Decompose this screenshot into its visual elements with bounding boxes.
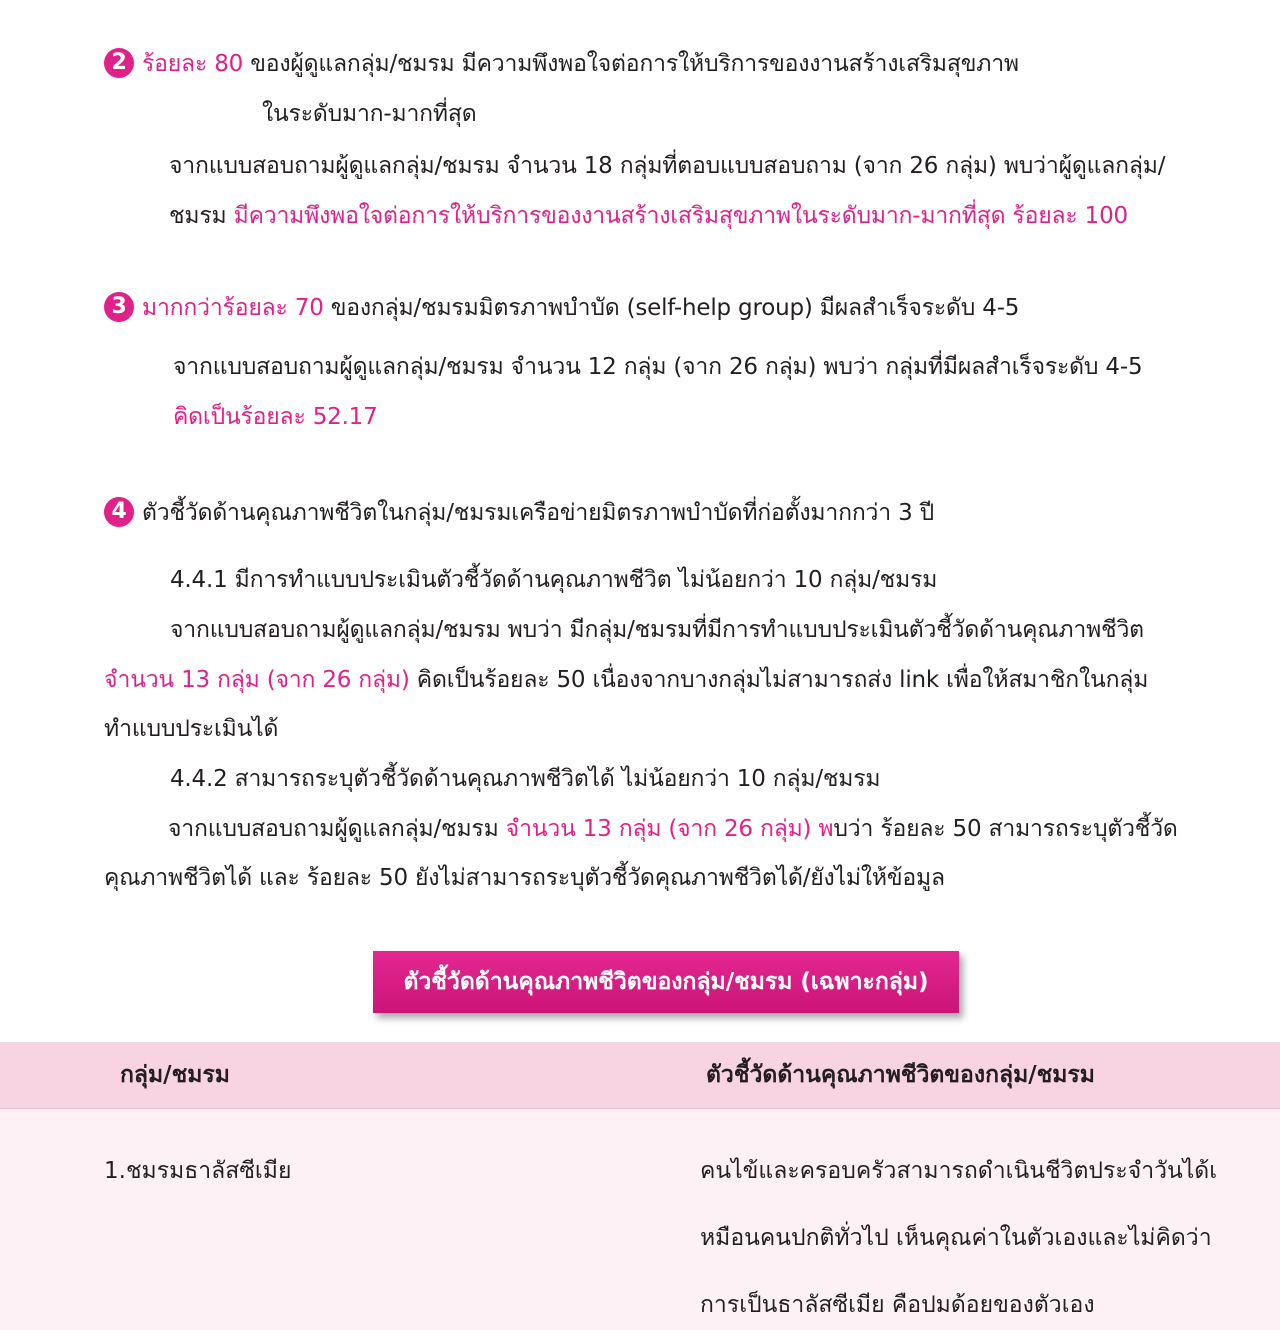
section-4-sub-2-line-1 [168,813,1178,845]
section-2-body-line-2 [169,200,1128,232]
section-4-sub-2-highlight: จำนวน 13 กลุ่ม (จาก 26 กลุ่ม) พ [505,816,834,842]
section-2-heading-highlight: ร้อยละ 80 [142,51,244,77]
section-2-heading-text: ของผู้ดูแลกลุ่ม/ชมรม มีความพึงพอใจต่อการให้บริการของงานสร้างเสริมสุขภาพ [243,51,1019,77]
section-4-sub-1-title: 4.4.1 มีการทำแบบประเมินตัวชี้วัดด้านคุณภาพชีวิต ไม่น้อยกว่า 10 กลุ่ม/ชมรม [170,567,938,593]
table-header-indicator: ตัวชี้วัดด้านคุณภาพชีวิตของกลุ่ม/ชมรม [706,1062,1095,1088]
section-3-number-badge: 3 [104,292,134,322]
section-4-number-badge: 4 [104,497,134,527]
section-4-sub-1-line-3: ทำแบบประเมินได้ [104,716,279,742]
section-2-number-badge: 2 [104,48,134,78]
section-3-body-highlight: คิดเป็นร้อยละ 52.17 [173,404,378,430]
table-cell-indicator-line-1: คนไข้และครอบครัวสามารถดำเนินชีวิตประจำวันได้เ [700,1158,1218,1184]
section-4-sub-2-line-2: คุณภาพชีวิตได้ และ ร้อยละ 50 ยังไม่สามารถระบุตัวชี้วัดคุณภาพชีวิตได้/ยังไม่ให้ข้อมูล [104,865,945,891]
section-4-sub-2-line-1-start: จากแบบสอบถามผู้ดูแลกลุ่ม/ชมรม [168,816,506,842]
section-3-heading [104,292,1019,324]
section-2-body-line-1: จากแบบสอบถามผู้ดูแลกลุ่ม/ชมรม จำนวน 18 กลุ่มที่ตอบแบบสอบถาม (จาก 26 กลุ่ม) พบว่าผู้ดูแลกลุ่ม/ [169,153,1166,179]
section-4-sub-1-highlight: จำนวน 13 กลุ่ม (จาก 26 กลุ่ม) [104,667,410,693]
section-4-heading-text: ตัวชี้วัดด้านคุณภาพชีวิตในกลุ่ม/ชมรมเครือข่ายมิตรภาพบำบัดที่ก่อตั้งมากกว่า 3 ปี [142,500,935,526]
table-row [0,1109,1280,1330]
table-header [0,1042,1280,1109]
section-3-heading-highlight: มากกว่าร้อยละ 70 [142,295,324,321]
section-4-sub-2-line-1-rest: บว่า ร้อยละ 50 สามารถระบุตัวชี้วัด [833,816,1178,842]
section-4-sub-2-title: 4.4.2 สามารถระบุตัวชี้วัดด้านคุณภาพชีวิตได้ ไม่น้อยกว่า 10 กลุ่ม/ชมรม [170,766,881,792]
section-2-body-highlight: มีความพึงพอใจต่อการให้บริการของงานสร้างเสริมสุขภาพในระดับมาก-มากที่สุด ร้อยละ 100 [233,203,1128,229]
table-cell-indicator-line-3: การเป็นธาลัสซีเมีย คือปมด้อยของตัวเอง [700,1292,1095,1318]
section-2-body-line-2-start: ชมรม [169,203,234,229]
section-3-body-line-1: จากแบบสอบถามผู้ดูแลกลุ่ม/ชมรม จำนวน 12 กลุ่ม (จาก 26 กลุ่ม) พบว่า กลุ่มที่มีผลสำเร็จระดับ 4-5 [173,354,1143,380]
section-2-heading [104,48,1019,80]
section-4-heading [104,497,934,529]
section-4-sub-1-line-1: จากแบบสอบถามผู้ดูแลกลุ่ม/ชมรม พบว่า มีกลุ่ม/ชมรมที่มีการทำแบบประเมินตัวชี้วัดด้านคุณภาพชีวิต [170,617,1144,643]
table-header-group: กลุ่ม/ชมรม [120,1062,230,1088]
section-4-sub-1-line-2 [104,664,1148,696]
table-cell-group: 1.ชมรมธาลัสซีเมีย [104,1158,292,1184]
section-4-sub-1-line-2-text: คิดเป็นร้อยละ 50 เนื่องจากบางกลุ่มไม่สามารถส่ง link เพื่อให้สมาชิกในกลุ่ม [409,667,1149,693]
section-3-heading-text: ของกลุ่ม/ชมรมมิตรภาพบำบัด (self-help group) มีผลสำเร็จระดับ 4-5 [323,295,1020,321]
table-title-banner: ตัวชี้วัดด้านคุณภาพชีวิตของกลุ่ม/ชมรม (เฉพาะกลุ่ม) [373,951,959,1013]
table-cell-indicator-line-2: หมือนคนปกติทั่วไป เห็นคุณค่าในตัวเองและไม่คิดว่า [700,1225,1212,1251]
section-2-heading-continuation: ในระดับมาก-มากที่สุด [262,101,477,127]
